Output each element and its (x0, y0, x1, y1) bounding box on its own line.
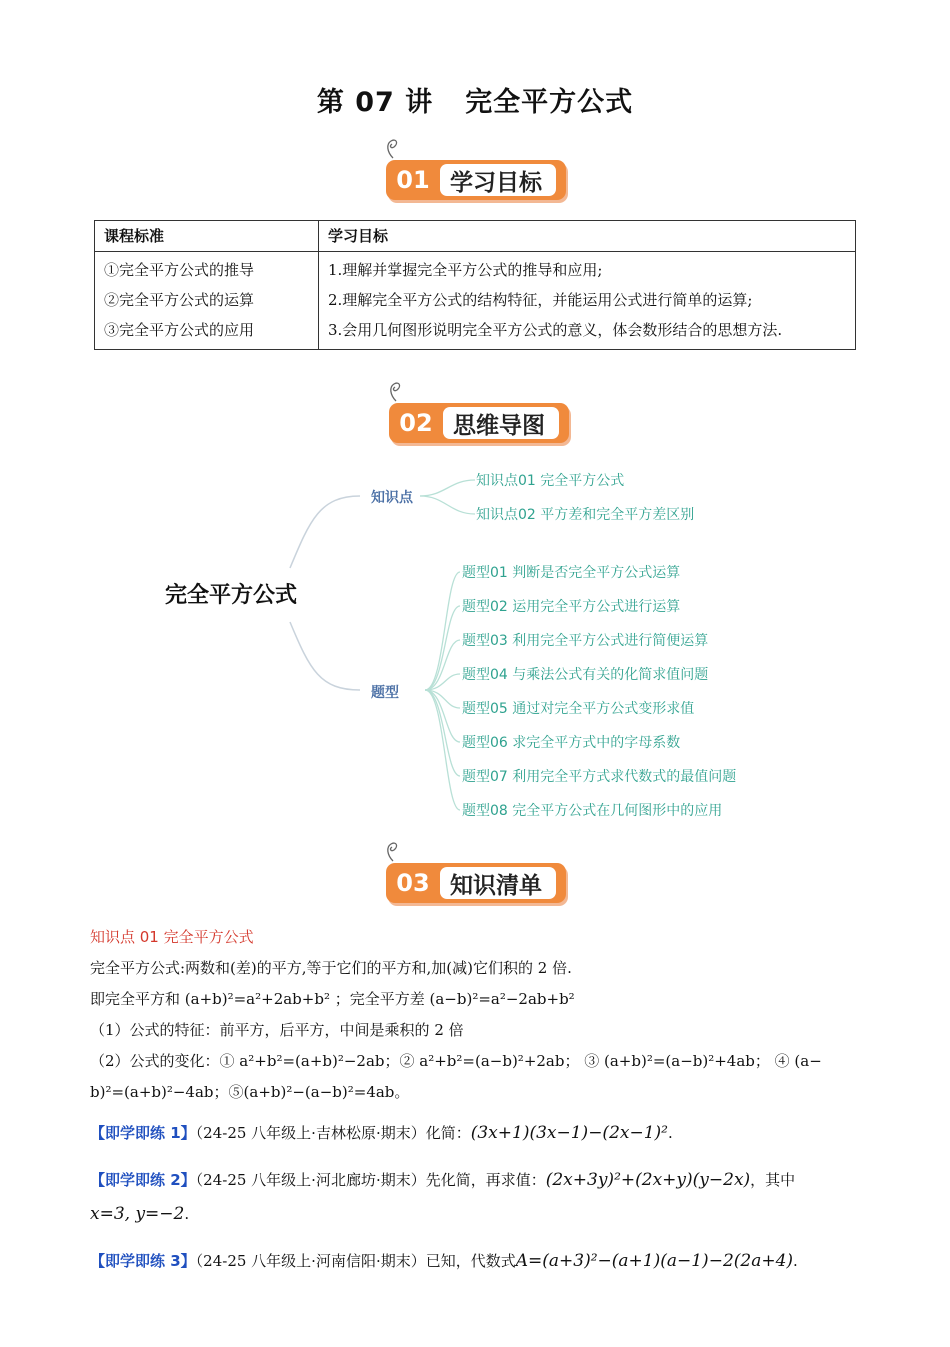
exercise-2 (90, 1165, 795, 1196)
mindmap-leaf: 题型07 利用完全平方式求代数式的最值问题 (462, 769, 737, 785)
exercise-formula: A=(a+3)²−(a+1)(a−1)−2(2a+4) (515, 1251, 794, 1271)
mindmap-leaf: 题型02 运用完全平方公式进行运算 (462, 599, 681, 615)
section-label: 学习目标 (440, 164, 556, 196)
exercise-formula: (2x+3y)²+(2x+y)(y−2x) (545, 1170, 751, 1190)
exercise-source: （24-25 八年级上·河北廊坊·期末）先化简，再求值： (195, 1171, 546, 1189)
section-number: 03 (396, 869, 430, 897)
mindmap-leaf: 知识点02 平方差和完全平方差区别 (476, 507, 695, 523)
exercise-1 (90, 1118, 673, 1149)
mindmap-leaf: 题型04 与乘法公式有关的化简求值问题 (462, 667, 709, 683)
mindmap-leaf: 题型03 利用完全平方公式进行简便运算 (462, 633, 709, 649)
section-number: 02 (399, 409, 433, 437)
paperclip-icon (387, 381, 405, 403)
exercise-source: （24-25 八年级上·河南信阳·期末）已知，代数式 (195, 1252, 516, 1270)
mindmap-leaf: 题型08 完全平方公式在几何图形中的应用 (462, 803, 723, 819)
knowledge-definition: 完全平方公式:两数和(差)的平方,等于它们的平方和,加(减)它们积的 2 倍. (90, 959, 572, 977)
standard-item: ②完全平方公式的运算 (104, 291, 255, 309)
objective-item: 2.理解完全平方公式的结构特征，并能运用公式进行简单的运算; (328, 291, 753, 309)
standards-cell (95, 252, 319, 350)
section-badge-03 (384, 855, 570, 899)
exercise-tail: . (793, 1252, 798, 1270)
mindmap-branch-types: 题型 (371, 685, 399, 701)
exercise-tail: . (184, 1205, 190, 1223)
title-lecture-number: 第 07 讲 (316, 87, 434, 118)
exercise-tail: . (667, 1124, 673, 1142)
exercise-formula: (3x+1)(3x−1)−(2x−1)² (470, 1123, 668, 1143)
knowledge-feature: （1）公式的特征：前平方，后平方，中间是乘积的 2 倍 (90, 1021, 464, 1039)
standard-item: ③完全平方公式的应用 (104, 321, 255, 339)
mindmap-branch-knowledge: 知识点 (371, 490, 413, 506)
mindmap-leaf: 题型06 求完全平方式中的字母系数 (462, 735, 681, 751)
paperclip-icon (384, 138, 402, 160)
exercise-2-cont (90, 1199, 189, 1230)
objective-item: 1.理解并掌握完全平方公式的推导和应用; (328, 261, 603, 279)
exercise-tag: 【即学即练 3】 (90, 1252, 196, 1270)
mindmap-leaf: 题型05 通过对完全平方公式变形求值 (462, 701, 695, 717)
table-header-row (95, 221, 856, 252)
objectives-cell (319, 252, 856, 350)
section-badge-02 (387, 395, 573, 439)
exercise-source: （24-25 八年级上·吉林松原·期末）化简： (195, 1124, 471, 1142)
exercise-tail: ，其中 (750, 1171, 796, 1189)
learning-goals-table (94, 220, 856, 350)
exercise-tag: 【即学即练 1】 (90, 1124, 196, 1142)
section-badge-01 (384, 152, 570, 196)
knowledge-variations-cont: b)²=(a+b)²−4ab；⑤(a+b)²−(a−b)²=4ab。 (90, 1083, 410, 1101)
paperclip-icon (384, 841, 402, 863)
mindmap-leaf: 题型01 判断是否完全平方公式运算 (462, 565, 681, 581)
title-topic: 完全平方公式 (465, 87, 634, 118)
knowledge-formulas: 即完全平方和 (a+b)²=a²+2ab+b² ；完全平方差 (a−b)²=a²−2ab+b² (90, 990, 575, 1008)
exercise-values: x=3, y=−2 (90, 1204, 185, 1224)
knowledge-variations: （2）公式的变化：① a²+b²=(a+b)²−2ab；② a²+b²=(a−b)²+2ab； ③ (a+b)²=(a−b)²+4ab； ④ (a− (90, 1052, 822, 1070)
objective-item: 3.会用几何图形说明完全平方公式的意义，体会数形结合的思想方法. (328, 321, 783, 339)
knowledge-heading: 知识点 01 完全平方公式 (90, 928, 254, 946)
mindmap-leaf: 知识点01 完全平方公式 (476, 473, 625, 489)
exercise-3 (90, 1246, 798, 1277)
section-label: 知识清单 (440, 867, 556, 899)
column-header-objective: 学习目标 (319, 221, 856, 252)
mindmap-root: 完全平方公式 (165, 583, 298, 608)
exercise-tag: 【即学即练 2】 (90, 1171, 196, 1189)
page-title (0, 80, 950, 119)
standard-item: ①完全平方公式的推导 (104, 261, 255, 279)
table-row (95, 252, 856, 350)
column-header-standard: 课程标准 (95, 221, 319, 252)
section-number: 01 (396, 166, 430, 194)
section-label: 思维导图 (443, 407, 559, 439)
